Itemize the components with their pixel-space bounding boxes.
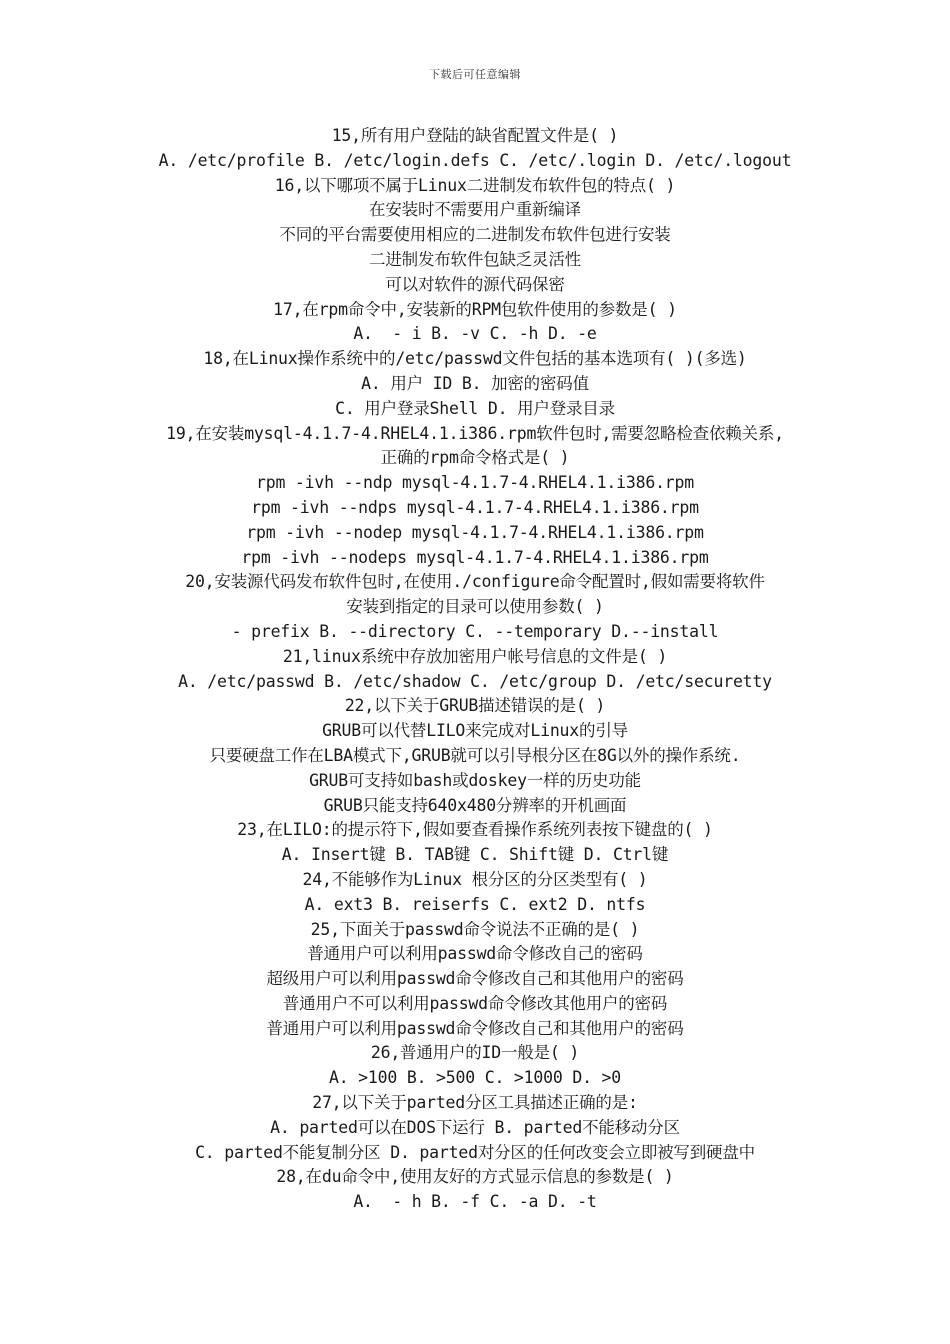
question-24: 24,不能够作为Linux 根分区的分区类型有( ) [302,869,648,889]
option-line: GRUB可以代替LILO来完成对Linux的引导 [322,721,628,741]
option-line: 二进制发布软件包缺乏灵活性 [369,249,581,269]
page-header: 下载后可任意编辑 [429,68,521,81]
options-15: A. /etc/profile B. /etc/login.defs C. /etc/.login D. /etc/.logout [158,150,792,170]
question-28: 28,在du命令中,使用友好的方式显示信息的参数是( ) [276,1167,674,1187]
option-line: 只要硬盘工作在LBA模式下,GRUB就可以引导根分区在8G以外的操作系统. [209,745,741,765]
question-18: 18,在Linux操作系统中的/etc/passwd文件包括的基本选项有( )(多选) [203,349,747,369]
option-line: 普通用户可以利用passwd命令修改自己的密码 [307,944,643,964]
options-17: A. - i B. -v C. -h D. -e [353,324,597,344]
question-26: 26,普通用户的ID一般是( ) [370,1043,580,1063]
option-line: 普通用户不可以利用passwd命令修改其他用户的密码 [282,993,668,1013]
option-line: rpm -ivh --ndps mysql-4.1.7-4.RHEL4.1.i386.rpm [251,497,699,517]
question-22: 22,以下关于GRUB描述错误的是( ) [344,696,606,716]
option-line: 普通用户可以利用passwd命令修改自己和其他用户的密码 [266,1018,684,1038]
option-line: rpm -ivh --ndp mysql-4.1.7-4.RHEL4.1.i386.rpm [255,473,695,493]
option-line: rpm -ivh --nodep mysql-4.1.7-4.RHEL4.1.i386.rpm [246,522,704,542]
option-line: 在安装时不需要用户重新编译 [369,200,581,220]
option-line: GRUB只能支持640x480分辨率的开机画面 [323,795,627,815]
question-21: 21,linux系统中存放加密用户帐号信息的文件是( ) [282,646,668,666]
options-21: A. /etc/passwd B. /etc/shadow C. /etc/group D. /etc/securetty [178,671,772,691]
options-24: A. ext3 B. reiserfs C. ext2 D. ntfs [304,894,646,914]
question-19-cont: 正确的rpm命令格式是( ) [380,448,570,468]
question-20: 20,安装源代码发布软件包时,在使用./configure命令配置时,假如需要将软件 [185,572,765,592]
options-27-cd: C. parted不能复制分区 D. parted对分区的任何改变会立即被写到硬盘中 [195,1142,755,1162]
option-line: 可以对软件的源代码保密 [385,274,565,294]
options-18-cd: C. 用户登录Shell D. 用户登录目录 [335,398,615,418]
options-27-ab: A. parted可以在DOS下运行 B. parted不能移动分区 [270,1117,680,1137]
options-18-ab: A. 用户 ID B. 加密的密码值 [361,373,589,393]
question-15: 15,所有用户登陆的缺省配置文件是( ) [331,126,619,145]
option-line: 超级用户可以利用passwd命令修改自己和其他用户的密码 [266,969,684,989]
question-19: 19,在安装mysql-4.1.7-4.RHEL4.1.i386.rpm软件包时,需要忽略检查依赖关系, [166,423,784,443]
question-17: 17,在rpm命令中,安装新的RPM包软件使用的参数是( ) [273,299,677,319]
question-16: 16,以下哪项不属于Linux二进制发布软件包的特点( ) [274,175,676,195]
options-23: A. Insert键 B. TAB键 C. Shift键 D. Ctrl键 [281,845,669,865]
option-line: GRUB可支持如bash或doskey一样的历史功能 [309,770,641,790]
question-27: 27,以下关于parted分区工具描述正确的是: [312,1093,638,1113]
document-body [0,124,950,1215]
options-26: A. >100 B. >500 C. >1000 D. >0 [328,1068,621,1088]
question-25: 25,下面关于passwd命令说法不正确的是( ) [310,919,640,939]
question-23: 23,在LILO:的提示符下,假如要查看操作系统列表按下键盘的( ) [237,820,713,840]
option-line: 不同的平台需要使用相应的二进制发布软件包进行安装 [279,225,671,245]
option-line: rpm -ivh --nodeps mysql-4.1.7-4.RHEL4.1.i386.rpm [241,547,709,567]
options-28: A. - h B. -f C. -a D. -t [353,1192,597,1212]
options-20: - prefix B. --directory C. --temporary D.--install [231,621,719,641]
question-20-cont: 安装到指定的目录可以使用参数( ) [346,597,604,617]
